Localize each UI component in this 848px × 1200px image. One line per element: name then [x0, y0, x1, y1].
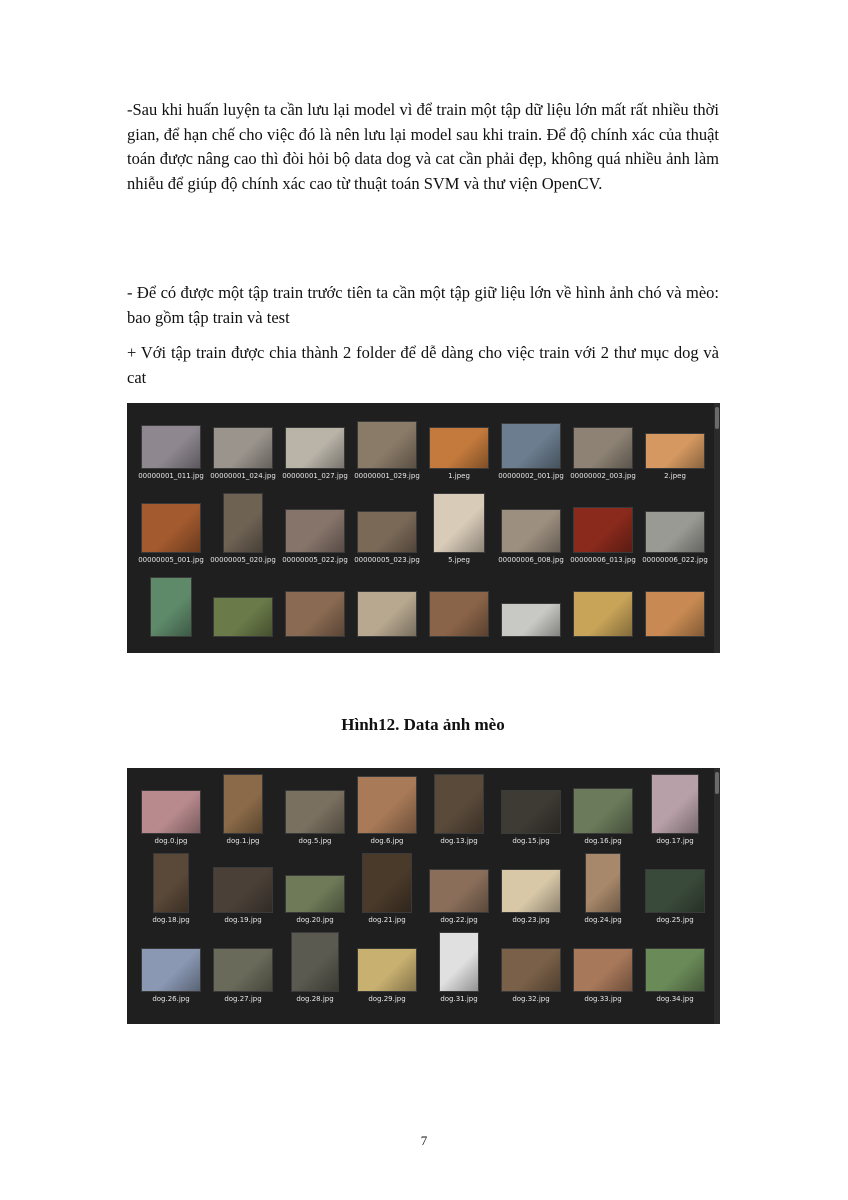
thumbnail-frame — [351, 501, 423, 553]
file-thumbnail — [285, 509, 345, 553]
file-thumbnail — [141, 503, 201, 553]
file-thumbnail — [439, 932, 479, 992]
file-name: dog.17.jpg — [656, 837, 694, 845]
file-tile[interactable] — [567, 861, 639, 940]
file-thumbnail — [501, 509, 561, 553]
cat-folder-screenshot — [127, 403, 720, 653]
file-thumbnail — [645, 433, 705, 469]
file-name: 00000006_008.jpg — [498, 556, 564, 564]
file-thumbnail — [213, 427, 273, 469]
file-tile[interactable] — [135, 417, 207, 501]
thumbnail-frame — [351, 585, 423, 637]
thumbnail-frame — [495, 861, 567, 913]
file-name: dog.1.jpg — [226, 837, 260, 845]
file-name: 5.jpeg — [448, 556, 470, 564]
file-tile[interactable] — [351, 782, 423, 861]
thumbnail-frame — [279, 417, 351, 469]
file-tile[interactable] — [423, 501, 495, 585]
file-tile[interactable] — [423, 861, 495, 940]
file-tile[interactable] — [279, 585, 351, 653]
thumbnail-frame — [207, 417, 279, 469]
file-tile[interactable] — [567, 782, 639, 861]
thumbnail-frame — [423, 585, 495, 637]
figure-caption: Hình12. Data ảnh mèo — [341, 715, 505, 734]
file-tile[interactable] — [351, 585, 423, 653]
thumbnail-frame — [495, 782, 567, 834]
file-name: dog.6.jpg — [370, 837, 404, 845]
paragraph-train-folders: + Với tập train được chia thành 2 folder để dễ dàng cho việc train với 2 thư mục dog và cat — [127, 343, 719, 387]
file-name: dog.13.jpg — [440, 837, 478, 845]
file-tile[interactable] — [135, 940, 207, 1019]
thumbnail-frame — [279, 501, 351, 553]
file-name: 00000001_024.jpg — [210, 472, 276, 480]
file-name: 00000001_029.jpg — [354, 472, 420, 480]
file-thumbnail — [223, 774, 263, 834]
file-name: 1.jpeg — [448, 472, 470, 480]
file-tile[interactable] — [423, 782, 495, 861]
file-thumbnail — [501, 603, 561, 637]
file-name: dog.27.jpg — [224, 995, 262, 1003]
file-thumbnail — [434, 774, 484, 834]
thumbnail-frame — [567, 782, 639, 834]
thumbnail-frame — [207, 940, 279, 992]
file-name: dog.26.jpg — [152, 995, 190, 1003]
file-thumbnail — [141, 425, 201, 469]
file-tile[interactable] — [351, 940, 423, 1019]
file-tile[interactable] — [351, 861, 423, 940]
file-tile[interactable] — [495, 585, 567, 653]
file-name: dog.25.jpg — [656, 916, 694, 924]
file-thumbnail — [291, 932, 339, 992]
file-thumbnail — [645, 591, 705, 637]
file-tile[interactable] — [495, 501, 567, 585]
file-thumbnail — [429, 591, 489, 637]
file-tile[interactable] — [495, 782, 567, 861]
thumbnail-frame — [567, 417, 639, 469]
thumbnail-frame — [567, 940, 639, 992]
file-thumbnail — [501, 423, 561, 469]
thumbnail-frame — [135, 585, 207, 637]
file-name: dog.34.jpg — [656, 995, 694, 1003]
thumbnail-frame — [207, 861, 279, 913]
file-name: dog.19.jpg — [224, 916, 262, 924]
thumbnail-frame — [279, 585, 351, 637]
file-name: dog.29.jpg — [368, 995, 406, 1003]
file-tile[interactable] — [207, 940, 279, 1019]
scrollbar-thumb[interactable] — [715, 407, 719, 429]
file-name: 00000005_020.jpg — [210, 556, 276, 564]
file-tile[interactable] — [279, 417, 351, 501]
file-thumbnail — [645, 869, 705, 913]
file-tile[interactable] — [423, 585, 495, 653]
file-name: 2.jpeg — [664, 472, 686, 480]
file-name: 00000002_003.jpg — [570, 472, 636, 480]
file-name: dog.15.jpg — [512, 837, 550, 845]
thumbnail-frame — [495, 501, 567, 553]
file-thumbnail — [357, 421, 417, 469]
file-tile[interactable] — [135, 861, 207, 940]
file-name: dog.21.jpg — [368, 916, 406, 924]
file-thumbnail — [362, 853, 412, 913]
thumbnail-frame — [351, 417, 423, 469]
thumbnail-frame — [495, 417, 567, 469]
file-tile[interactable] — [639, 782, 711, 861]
file-tile[interactable] — [351, 417, 423, 501]
file-thumbnail — [213, 948, 273, 992]
cat-panel-scrollbar[interactable] — [714, 403, 720, 653]
thumbnail-frame — [567, 861, 639, 913]
file-name: dog.18.jpg — [152, 916, 190, 924]
file-tile[interactable] — [207, 585, 279, 653]
file-name: 00000005_023.jpg — [354, 556, 420, 564]
file-thumbnail — [645, 948, 705, 992]
file-thumbnail — [501, 869, 561, 913]
file-tile[interactable] — [495, 940, 567, 1019]
file-name: 00000001_027.jpg — [282, 472, 348, 480]
file-tile[interactable] — [567, 585, 639, 653]
file-tile[interactable] — [207, 417, 279, 501]
file-tile[interactable] — [567, 501, 639, 585]
file-tile[interactable] — [279, 861, 351, 940]
file-thumbnail — [429, 427, 489, 469]
file-name: dog.23.jpg — [512, 916, 550, 924]
thumbnail-frame — [135, 782, 207, 834]
thumbnail-frame — [351, 940, 423, 992]
thumbnail-frame — [639, 417, 711, 469]
file-thumbnail — [357, 776, 417, 834]
file-name: 00000005_001.jpg — [138, 556, 204, 564]
file-tile[interactable] — [567, 940, 639, 1019]
thumbnail-frame — [567, 585, 639, 637]
file-thumbnail — [357, 591, 417, 637]
file-thumbnail — [223, 493, 263, 553]
file-tile[interactable] — [495, 417, 567, 501]
file-name: 00000002_001.jpg — [498, 472, 564, 480]
thumbnail-frame — [423, 501, 495, 553]
file-name: dog.0.jpg — [154, 837, 188, 845]
thumbnail-frame — [495, 940, 567, 992]
cat-file-grid — [135, 417, 711, 653]
file-name: dog.28.jpg — [296, 995, 334, 1003]
file-thumbnail — [357, 948, 417, 992]
thumbnail-frame — [639, 501, 711, 553]
thumbnail-frame — [423, 940, 495, 992]
file-thumbnail — [285, 591, 345, 637]
file-thumbnail — [573, 427, 633, 469]
file-thumbnail — [429, 869, 489, 913]
dog-folder-screenshot — [127, 768, 720, 1024]
file-name: dog.20.jpg — [296, 916, 334, 924]
file-name: dog.22.jpg — [440, 916, 478, 924]
scrollbar-thumb[interactable] — [715, 772, 719, 794]
file-thumbnail — [645, 511, 705, 553]
file-tile[interactable] — [639, 861, 711, 940]
file-tile[interactable] — [135, 782, 207, 861]
file-thumbnail — [150, 577, 192, 637]
thumbnail-frame — [279, 940, 351, 992]
file-tile[interactable] — [279, 501, 351, 585]
file-thumbnail — [585, 853, 621, 913]
thumbnail-frame — [351, 782, 423, 834]
dog-file-grid — [135, 782, 711, 1019]
thumbnail-frame — [639, 940, 711, 992]
file-name: dog.24.jpg — [584, 916, 622, 924]
file-name: dog.33.jpg — [584, 995, 622, 1003]
file-tile[interactable] — [639, 585, 711, 653]
file-thumbnail — [501, 790, 561, 834]
file-thumbnail — [141, 948, 201, 992]
file-thumbnail — [651, 774, 699, 834]
paragraph-train-set: - Để có được một tập train trước tiên ta cần một tập giữ liệu lớn về hình ảnh chó và mèo: bao gồm tập train và test — [127, 283, 719, 327]
file-name: dog.32.jpg — [512, 995, 550, 1003]
file-thumbnail — [141, 790, 201, 834]
file-name: 00000006_013.jpg — [570, 556, 636, 564]
file-tile[interactable] — [639, 501, 711, 585]
file-tile[interactable] — [351, 501, 423, 585]
file-thumbnail — [501, 948, 561, 992]
thumbnail-frame — [207, 501, 279, 553]
file-thumbnail — [573, 788, 633, 834]
thumbnail-frame — [207, 782, 279, 834]
file-thumbnail — [573, 507, 633, 553]
file-thumbnail — [285, 875, 345, 913]
thumbnail-frame — [135, 501, 207, 553]
thumbnail-frame — [639, 861, 711, 913]
file-tile[interactable] — [639, 417, 711, 501]
file-name: 00000005_022.jpg — [282, 556, 348, 564]
file-tile[interactable] — [135, 585, 207, 653]
thumbnail-frame — [423, 417, 495, 469]
file-tile[interactable] — [279, 782, 351, 861]
thumbnail-frame — [135, 940, 207, 992]
file-thumbnail — [285, 790, 345, 834]
thumbnail-frame — [639, 782, 711, 834]
file-tile[interactable] — [639, 940, 711, 1019]
thumbnail-frame — [279, 861, 351, 913]
file-name: dog.31.jpg — [440, 995, 478, 1003]
file-name: 00000001_011.jpg — [138, 472, 204, 480]
file-thumbnail — [433, 493, 485, 553]
file-name: dog.5.jpg — [298, 837, 332, 845]
thumbnail-frame — [135, 861, 207, 913]
thumbnail-frame — [279, 782, 351, 834]
thumbnail-frame — [351, 861, 423, 913]
thumbnail-frame — [567, 501, 639, 553]
paragraph-model-saving: -Sau khi huấn luyện ta cần lưu lại model vì để train một tập dữ liệu lớn mất rất nhiều thời gian, để hạn chế cho việc đó là nên lưu lại model sau khi train. Để độ chính xác của thuật toán được nâng cao thì đòi hỏi bộ data dog và cat cần phải đẹp, không quá nhiều ảnh làm nhiễu để giúp độ chính xác cao từ thuật toán SVM và thư viện OpenCV. — [127, 100, 719, 193]
file-tile[interactable] — [207, 782, 279, 861]
file-name: 00000006_022.jpg — [642, 556, 708, 564]
dog-panel-scrollbar[interactable] — [714, 768, 720, 1024]
file-thumbnail — [573, 948, 633, 992]
file-tile[interactable] — [279, 940, 351, 1019]
file-thumbnail — [357, 511, 417, 553]
file-name: dog.16.jpg — [584, 837, 622, 845]
file-tile[interactable] — [135, 501, 207, 585]
file-tile[interactable] — [423, 940, 495, 1019]
file-tile[interactable] — [567, 417, 639, 501]
file-thumbnail — [573, 591, 633, 637]
file-thumbnail — [285, 427, 345, 469]
thumbnail-frame — [423, 782, 495, 834]
thumbnail-frame — [423, 861, 495, 913]
file-thumbnail — [213, 597, 273, 637]
thumbnail-frame — [135, 417, 207, 469]
page-number: 7 — [420, 1133, 428, 1148]
file-tile[interactable] — [495, 861, 567, 940]
file-thumbnail — [213, 867, 273, 913]
thumbnail-frame — [495, 585, 567, 637]
thumbnail-frame — [639, 585, 711, 637]
thumbnail-frame — [207, 585, 279, 637]
file-thumbnail — [153, 853, 189, 913]
file-tile[interactable] — [207, 861, 279, 940]
file-tile[interactable] — [423, 417, 495, 501]
file-tile[interactable] — [207, 501, 279, 585]
